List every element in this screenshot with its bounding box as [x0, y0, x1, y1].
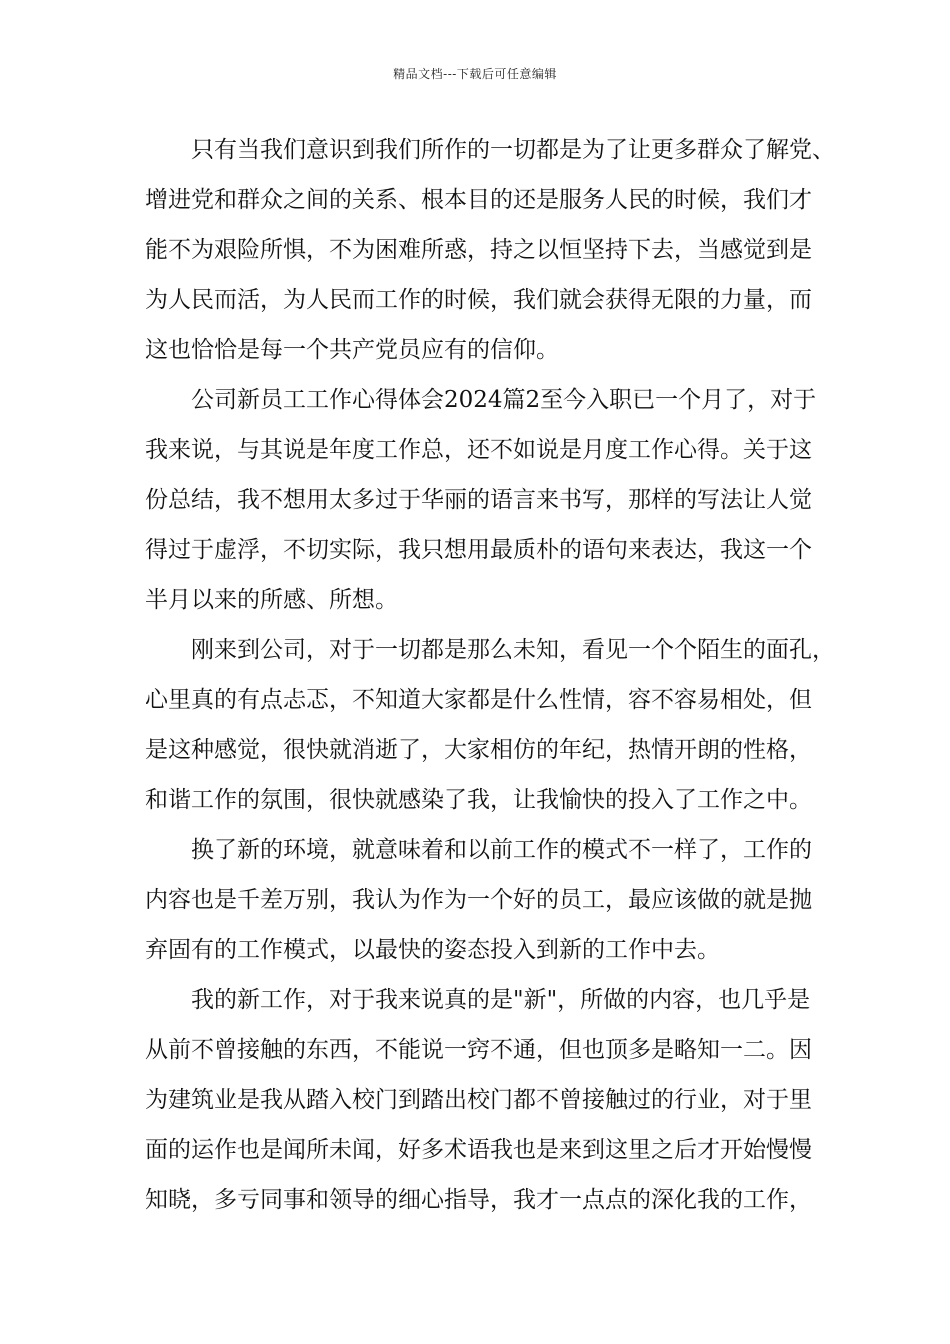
text-line: 从前不曾接触的东西，不能说一窍不通，但也顶多是略知一二。因: [145, 1037, 812, 1063]
text-line: 只有当我们意识到我们所作的一切都是为了让更多群众了解党、: [191, 137, 835, 163]
text-line: 公司新员工工作心得体会2024篇2至今入职已一个月了，对于: [191, 387, 817, 413]
text-line: 心里真的有点忐忑，不知道大家都是什么性情，容不容易相处，但: [145, 687, 812, 713]
text-line: 我来说，与其说是年度工作总，还不如说是月度工作心得。关于这: [145, 437, 812, 463]
text-line: 能不为艰险所惧，不为困难所惑，持之以恒坚持下去，当感觉到是: [145, 237, 812, 263]
text-line: 知晓，多亏同事和领导的细心指导，我才一点点的深化我的工作，: [145, 1187, 812, 1213]
text-line: 换了新的环境，就意味着和以前工作的模式不一样了，工作的: [191, 837, 812, 863]
text-line: 我的新工作，对于我来说真的是"新"，所做的内容，也几乎是: [191, 987, 811, 1013]
paragraph-5: [145, 975, 810, 1225]
paragraph-2: [145, 375, 817, 625]
document-body: [145, 125, 835, 1225]
text-line: 份总结，我不想用太多过于华丽的语言来书写，那样的写法让人觉: [145, 487, 812, 513]
text-line: 内容也是千差万别，我认为作为一个好的员工，最应该做的就是抛: [145, 887, 812, 913]
text-line: 半月以来的所感、所想。: [145, 587, 398, 613]
text-line: 增进党和群众之间的关系、根本目的还是服务人民的时候，我们才: [145, 187, 812, 213]
text-line: 和谐工作的氛围，很快就感染了我，让我愉快的投入了工作之中。: [145, 787, 812, 813]
text-line: 刚来到公司，对于一切都是那么未知，看见一个个陌生的面孔，: [191, 637, 835, 663]
text-line: 是这种感觉，很快就消逝了，大家相仿的年纪，热情开朗的性格，: [145, 737, 812, 763]
text-line: 得过于虚浮，不切实际，我只想用最质朴的语句来表达，我这一个: [145, 537, 812, 563]
text-line: 这也恰恰是每一个共产党员应有的信仰。: [145, 337, 559, 363]
page-header: 精品文档---下载后可任意编辑: [393, 67, 557, 81]
text-line: 面的运作也是闻所未闻，好多术语我也是来到这里之后才开始慢慢: [145, 1137, 812, 1163]
paragraph-1: [145, 125, 835, 375]
paragraph-3: [145, 625, 835, 825]
text-line: 弃固有的工作模式，以最快的姿态投入到新的工作中去。: [145, 937, 720, 963]
text-line: 为建筑业是我从踏入校门到踏出校门都不曾接触过的行业，对于里: [145, 1087, 812, 1113]
paragraph-4: [145, 825, 810, 975]
text-line: 为人民而活，为人民而工作的时候，我们就会获得无限的力量，而: [145, 287, 812, 313]
